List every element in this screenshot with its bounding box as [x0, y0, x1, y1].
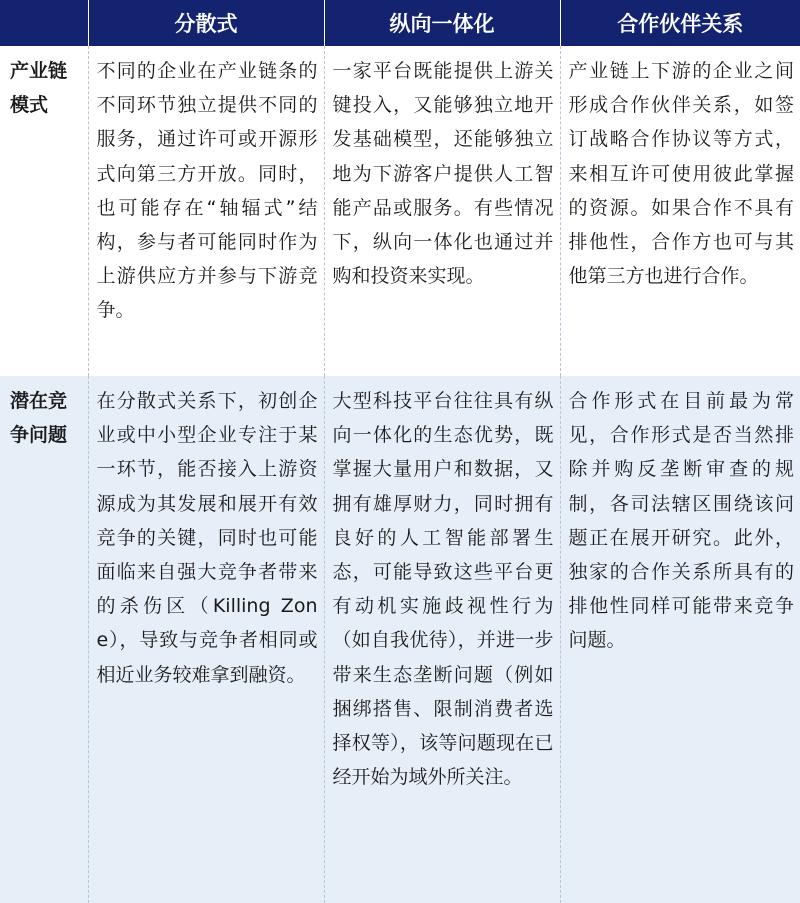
table-header — [0, 0, 800, 46]
header-row — [0, 0, 800, 46]
header-vertical-integration: 纵向一体化 — [324, 0, 560, 46]
row-label-potential-competition-issues: 潜在竞争问题 — [0, 376, 88, 903]
table-row-industry-chain-model — [0, 46, 800, 376]
cell-model-vertical-integration: 一家平台既能提供上游关键投入，又能够独立地开发基础模型，还能够独立地为下游客户提供人工智能产品或服务。有些情况下，纵向一体化也通过并购和投资来实现。 — [324, 46, 560, 376]
table-row-potential-competition-issues — [0, 376, 800, 903]
header-corner-cell — [0, 0, 88, 46]
row-label-industry-chain-model: 产业链模式 — [0, 46, 88, 376]
header-decentralized: 分散式 — [88, 0, 324, 46]
header-partnership: 合作伙伴关系 — [560, 0, 800, 46]
cell-issues-partnership: 合作形式在目前最为常见，合作形式是否当然排除并购反垄断审查的规制，各司法辖区围绕该问题正在展开研究。此外，独家的合作关系所具有的排他性同样可能带来竞争问题。 — [560, 376, 800, 903]
table-body — [0, 46, 800, 903]
cell-model-decentralized: 不同的企业在产业链条的不同环节独立提供不同的服务，通过许可或开源形式向第三方开放。同时，也可能存在“轴辐式”结构，参与者可能同时作为上游供应方并参与下游竞争。 — [88, 46, 324, 376]
cell-model-partnership: 产业链上下游的企业之间形成合作伙伴关系，如签订战略合作协议等方式，来相互许可使用彼此掌握的资源。如果合作不具有排他性，合作方也可与其他第三方也进行合作。 — [560, 46, 800, 376]
cell-issues-decentralized: 在分散式关系下，初创企业或中小型企业专注于某一环节，能否接入上游资源成为其发展和展开有效竞争的关键，同时也可能面临来自强大竞争者带来的杀伤区（Killing Zone），导致与竞争者相同或相近业务较难拿到融资。 — [88, 376, 324, 903]
cell-issues-vertical-integration: 大型科技平台往往具有纵向一体化的生态优势，既掌握大量用户和数据，又拥有雄厚财力，同时拥有良好的人工智能部署生态，可能导致这些平台更有动机实施歧视性行为（如自我优待），并进一步带来生态垄断问题（例如捆绑搭售、限制消费者选择权等），该等问题现在已经开始为域外所关注。 — [324, 376, 560, 903]
